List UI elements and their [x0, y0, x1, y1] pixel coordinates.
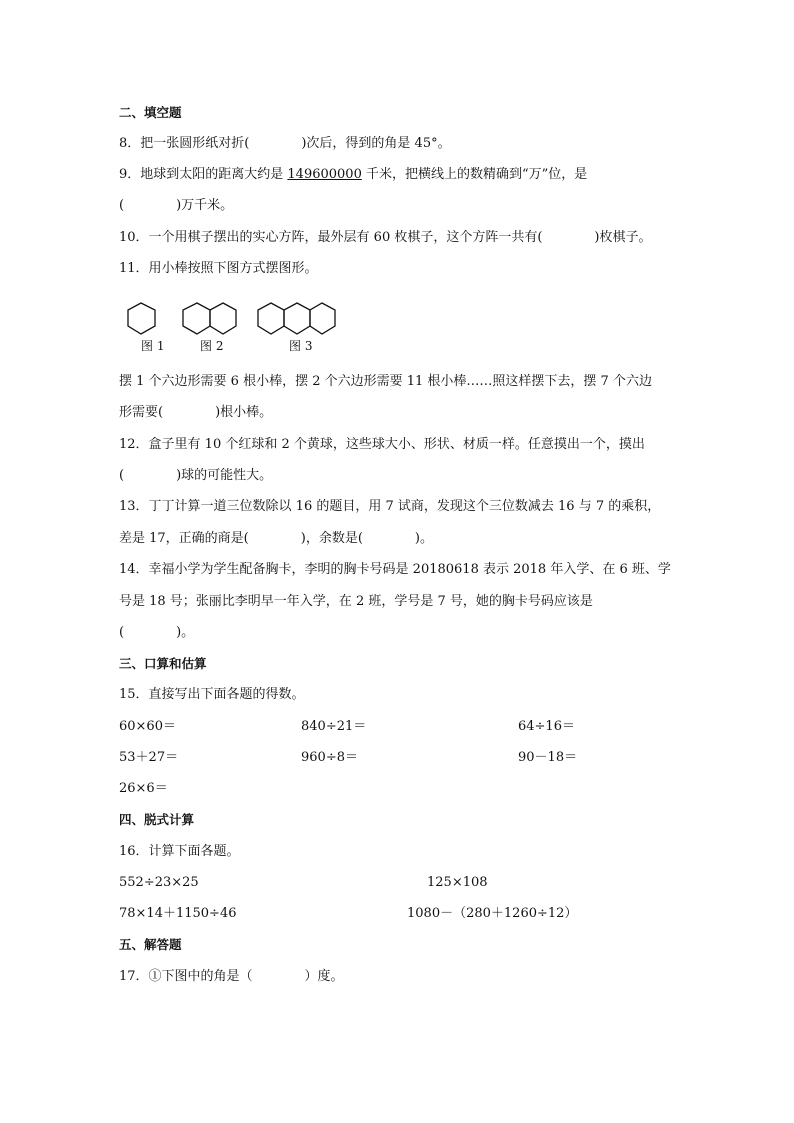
calc-item: 64÷16＝	[518, 719, 575, 734]
question-9-line2: ( )万千米。	[119, 198, 234, 213]
calc-item: 552÷23×25	[119, 875, 199, 890]
question-8: 8．把一张圆形纸对折( )次后，得到的角是 45°。	[119, 136, 451, 151]
figure-2-label: 图 2	[200, 339, 224, 353]
section-heading-fill-in: 二、填空题	[119, 105, 182, 120]
question-9: 9．地球到太阳的距离大约是 149600000 千米，把横线上的数精确到“万”位，是	[119, 167, 588, 182]
hexagon	[258, 303, 284, 334]
calc-item: 78×14＋1150÷46	[119, 906, 237, 921]
question-15: 15．直接写出下面各题的得数。	[119, 687, 305, 702]
question-13-line2: 差是 17，正确的商是( )，余数是( )。	[119, 531, 433, 546]
underlined-number: 149600000	[287, 167, 362, 182]
calc-item: 840÷21＝	[301, 719, 367, 734]
calc-item: 26×6＝	[119, 781, 168, 796]
hexagon	[284, 303, 310, 334]
calc-item: 960÷8＝	[301, 750, 358, 765]
question-16: 16．计算下面各题。	[119, 844, 240, 859]
question-11-line2: 形需要( )根小棒。	[119, 405, 273, 420]
question-12-line2: ( )球的可能性大。	[119, 468, 273, 483]
calc-item: 125×108	[427, 875, 488, 890]
section-heading-word-problems: 五、解答题	[119, 937, 182, 952]
section-heading-step-calc: 四、脱式计算	[119, 812, 195, 827]
question-17: 17．①下图中的角是（ ）度。	[119, 969, 344, 984]
hexagon	[210, 303, 236, 334]
question-14: 14．幸福小学为学生配备胸卡，李明的胸卡号码是 20180618 表示 2018 年入学、在 6 班、学	[119, 562, 671, 577]
question-11-text: 摆 1 个六边形需要 6 根小棒，摆 2 个六边形需要 11 根小棒……照这样摆下去，摆 7 个六边	[119, 374, 652, 389]
question-13: 13．丁丁计算一道三位数除以 16 的题目，用 7 试商，发现这个三位数减去 16 与 7 的乘积，	[119, 499, 661, 514]
calc-item: 60×60＝	[119, 719, 176, 734]
question-14-line3: ( )。	[119, 625, 195, 640]
question-10: 10．一个用棋子摆出的实心方阵，最外层有 60 枚棋子，这个方阵一共有( )枚棋子。	[119, 230, 652, 245]
figure-1-label: 图 1	[141, 339, 165, 353]
section-heading-mental-math: 三、口算和估算	[119, 656, 207, 671]
calc-item: 53＋27＝	[119, 750, 179, 765]
hexagon	[128, 303, 155, 334]
calc-item: 90－18＝	[518, 750, 578, 765]
hexagon	[183, 303, 210, 334]
calc-item: 1080－（280＋1260÷12）	[407, 906, 578, 921]
hexagon	[310, 303, 335, 334]
question-12: 12．盒子里有 10 个红球和 2 个黄球，这些球大小、形状、材质一样。任意摸出一个，摸出	[119, 437, 645, 452]
figure-3-label: 图 3	[289, 339, 313, 353]
question-11: 11．用小棒按照下图方式摆图形。	[119, 261, 318, 276]
question-14-line2: 号是 18 号；张丽比李明早一年入学，在 2 班，学号是 7 号，她的胸卡号码应该是	[119, 594, 593, 609]
